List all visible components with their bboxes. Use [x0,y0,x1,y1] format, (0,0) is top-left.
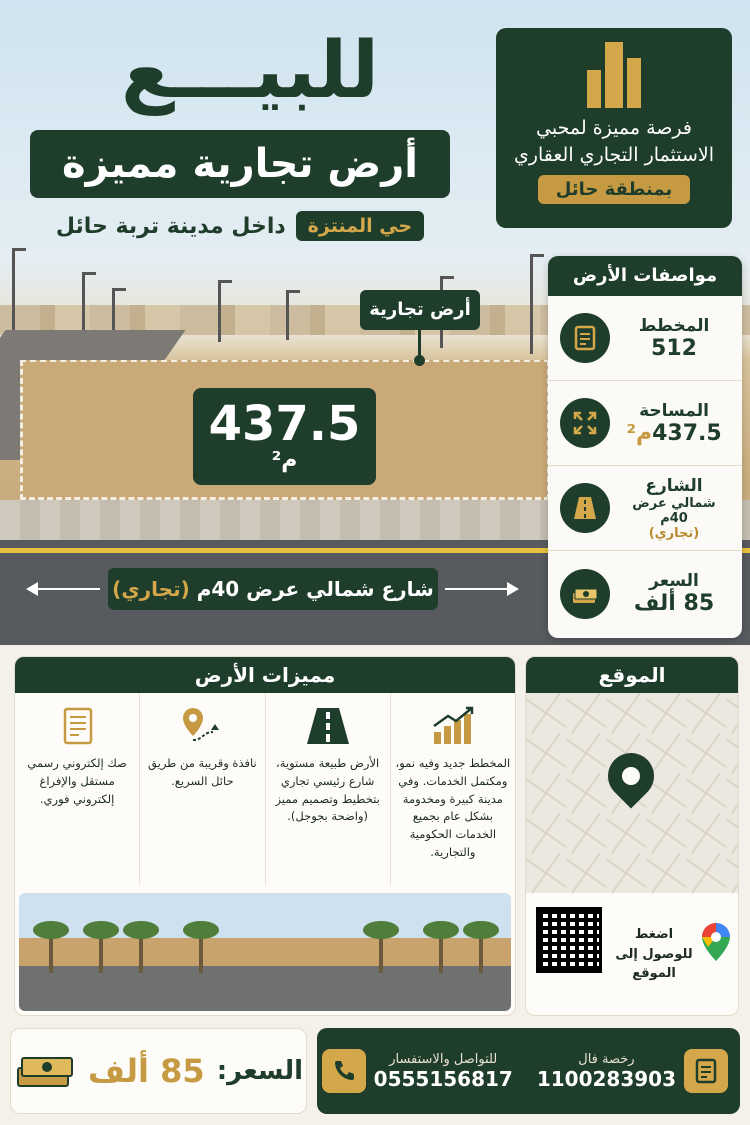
google-maps-icon[interactable] [702,923,730,961]
spec-value: 85 ألف [633,591,715,616]
license-block [529,1052,684,1091]
footer-price-value: 85 ألف [87,1052,205,1090]
road-icon [270,703,386,749]
money-icon [560,569,610,619]
location-route-icon [144,703,260,749]
map-pin-icon [598,743,663,808]
title-for-sale: للبيـــع [120,26,380,116]
arrow-left-icon [28,588,100,590]
location-line [30,208,450,244]
feature-text: المخطط جديد وفيه نمو، ومكتمل الخدمات. وفي مدينة كبيرة ومخدومة بشكل عام بجميع الخدمات الحكومية والتجارية. [395,756,511,860]
spec-label: المساحة [639,400,709,421]
promo-card [496,28,732,228]
location-cta[interactable]: اضغط للوصول إلى الموقع [615,927,693,981]
spec-row-plan [548,296,742,381]
city-text: داخل مدينة تربة حائل [55,213,286,239]
qr-code[interactable] [536,907,602,973]
features-card [14,656,516,1016]
license-label: رخصة فال [578,1051,635,1067]
spec-unit: م² [626,420,653,446]
contact-block[interactable] [366,1052,521,1091]
specs-heading: مواصفات الأرض [548,256,742,296]
street-banner-tag: (تجاري) [112,577,190,601]
spec-value: 512 [651,335,697,361]
specs-card [548,256,742,638]
license-document-icon [684,1049,728,1093]
buildings-icon [581,38,647,108]
feature-item [390,693,515,885]
commercial-land-pin: أرض تجارية [360,290,480,330]
street-lamp [530,254,533,354]
spec-label: الشارع [645,475,703,496]
arrow-right-icon [445,588,517,590]
street-lamp [218,280,221,342]
footer-contact [317,1028,740,1114]
feature-item [15,693,139,885]
phone-number[interactable]: 0555156817 [373,1066,513,1091]
footer-price-label: السعر: [216,1056,304,1086]
street-banner [108,568,438,610]
feature-text: نافذة وقريبة من طريق حائل السريع. [148,756,257,788]
license-number: 1100283903 [536,1066,676,1091]
street-banner-main: شارع شمالي عرض 40م [196,577,434,601]
spec-value: 437.5 [652,420,722,446]
money-icon [14,1046,76,1096]
phone-icon[interactable] [322,1049,366,1093]
document-icon [560,313,610,363]
district-tag: حي المنتزة [296,211,424,241]
spec-sub: (تجاري) [648,525,700,541]
location-card[interactable] [525,656,739,1016]
features-heading: مميزات الأرض [15,657,515,693]
promo-region: بمنطقة حائل [538,175,690,204]
spec-label: المخطط [638,315,710,336]
feature-text: صك إلكتروني رسمي مستقل والإفراغ إلكتروني فوري. [27,756,127,806]
growth-chart-icon [395,703,511,749]
location-heading: الموقع [526,657,738,693]
feature-item [139,693,264,885]
spec-value: شمالي عرض 40م [632,495,716,526]
deed-document-icon [19,703,135,749]
promo-line-1: فرصة مميزة لمحبي [536,117,692,139]
map-view[interactable] [526,693,739,893]
title-commercial-land: أرض تجارية مميزة [30,130,450,198]
promo-line-2: الاستثمار التجاري العقاري [513,143,715,166]
spec-row-price [548,551,742,636]
road-icon [560,483,610,533]
contact-label: للتواصل والاستفسار [389,1051,498,1067]
area-value: 437.5 [208,396,361,452]
expand-arrows-icon [560,398,610,448]
street-lamp [286,290,289,340]
pin-stem [418,330,421,360]
feature-text: الأرض طبيعة مستوية، شارع رئيسي تجاري بتخطيط وتصميم مميز (واضحة بجوجل). [275,756,380,824]
street-photo [19,893,511,1011]
spec-label: السعر [649,571,699,591]
footer-price [10,1028,307,1114]
feature-item [265,693,390,885]
spec-row-area [548,381,742,466]
spec-row-street [548,466,742,551]
area-badge [193,388,376,485]
area-unit: م² [271,448,298,473]
